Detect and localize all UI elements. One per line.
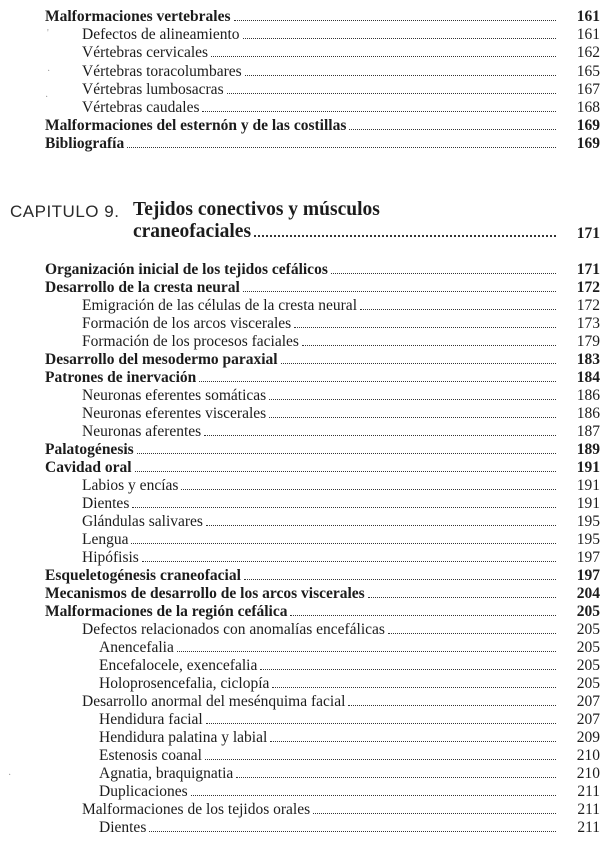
- scan-speck: ·: [47, 66, 51, 77]
- toc-entry-title: Lengua: [82, 531, 129, 548]
- toc-entry: [0, 8, 600, 26]
- toc-entry: [0, 369, 600, 387]
- toc-entry-page: 172: [576, 279, 600, 296]
- toc-entry: [0, 405, 600, 423]
- toc-entry-title: Duplicaciones: [99, 783, 188, 800]
- toc-entry-title: Dientes: [82, 495, 130, 512]
- chapter-title-line-2-row: [133, 221, 560, 245]
- dot-leader: [191, 795, 556, 796]
- toc-entry: [0, 387, 600, 405]
- toc-entry-page: 191: [576, 459, 600, 476]
- toc-entry-title: Emigración de las células de la cresta neural: [82, 297, 357, 314]
- toc-entry-title: Organización inicial de los tejidos cefálicos: [45, 261, 328, 278]
- toc-entry-title: Hendidura palatina y labial: [99, 729, 268, 746]
- scan-speck: ·: [45, 92, 49, 103]
- toc-entry-title: Defectos relacionados con anomalías encefálicas: [82, 621, 385, 638]
- toc-entry-page: 172: [576, 297, 600, 314]
- dot-leader: [199, 381, 556, 382]
- toc-entry-page: 162: [576, 44, 600, 62]
- toc-entry-title: Defectos de alineamiento: [82, 26, 240, 44]
- toc-entry-title: Neuronas eferentes viscerales: [82, 405, 267, 422]
- toc-entry-page: 165: [576, 62, 600, 80]
- dot-leader: [206, 525, 556, 526]
- dot-leader: [349, 129, 556, 130]
- toc-entry-title: Vértebras lumbosacras: [82, 80, 224, 98]
- toc-entry: [0, 765, 600, 783]
- toc-entry-page: 169: [576, 135, 600, 153]
- dot-leader: [270, 741, 556, 742]
- toc-entry: [0, 62, 600, 81]
- toc-entry-title: Bibliografía: [45, 135, 125, 153]
- toc-entry-page: 207: [576, 711, 600, 728]
- dot-leader: [243, 38, 556, 39]
- dot-leader: [135, 471, 556, 472]
- toc-entry-title: Palatogénesis: [45, 441, 134, 458]
- scan-speck: ': [47, 28, 49, 39]
- toc-entry-title: Vértebras toracolumbares: [82, 62, 242, 80]
- toc-entry-page: 168: [576, 99, 600, 116]
- dot-leader: [331, 273, 556, 274]
- toc-entry: [0, 297, 600, 315]
- toc-entry-page: 211: [577, 783, 600, 800]
- toc-entry: [0, 44, 600, 62]
- toc-entry-page: 195: [576, 531, 600, 548]
- toc-entry: [0, 117, 600, 135]
- toc-entry: [0, 135, 600, 153]
- dot-leader: [368, 597, 556, 598]
- dot-leader: [254, 235, 556, 237]
- dot-leader: [290, 615, 556, 616]
- toc-entry-title: Malformaciones de los tejidos orales: [82, 801, 311, 818]
- toc-entry-page: 184: [576, 369, 600, 386]
- toc-entry-page: 205: [576, 603, 600, 620]
- toc-entry-page: 183: [576, 351, 600, 368]
- toc-entry: [0, 531, 600, 549]
- toc-entry-page: 179: [576, 333, 600, 350]
- dot-leader: [245, 75, 556, 76]
- toc-entry-page: 197: [576, 567, 600, 584]
- dot-leader: [181, 489, 556, 490]
- toc-entry: [0, 549, 600, 567]
- toc-entry: [0, 261, 600, 279]
- toc-entry-page: 197: [576, 549, 600, 566]
- toc-entry-title: Hendidura facial: [99, 711, 203, 728]
- toc-entry-page: 204: [576, 585, 600, 602]
- toc-entry-title: Desarrollo de la cresta neural: [45, 279, 240, 296]
- toc-entry: [0, 279, 600, 297]
- toc-entry-title: Vértebras caudales: [82, 99, 200, 116]
- toc-entry-page: 167: [576, 80, 600, 98]
- chapter-number: CAPITULO 9.: [10, 202, 120, 221]
- toc-entry-page: 205: [576, 675, 600, 692]
- toc-entry-title: Hipófisis: [82, 549, 139, 566]
- toc-entry-page: 207: [576, 693, 600, 710]
- toc-entry-title: Glándulas salivares: [82, 513, 203, 530]
- toc-entry: [0, 26, 600, 44]
- dot-leader: [244, 579, 556, 580]
- toc-entry: [0, 333, 600, 351]
- dot-leader: [177, 651, 556, 652]
- toc-entry-title: Esqueletogénesis craneofacial: [45, 567, 241, 584]
- dot-leader: [202, 111, 556, 112]
- dot-leader: [236, 777, 556, 778]
- toc-entry: [0, 603, 600, 621]
- dot-leader: [206, 723, 556, 724]
- toc-entry-page: 173: [576, 315, 600, 332]
- toc-entry: [0, 477, 600, 495]
- toc-entry-page: 171: [576, 261, 600, 278]
- dot-leader: [243, 291, 556, 292]
- dot-leader: [137, 453, 556, 454]
- toc-entry-title: Malformaciones de la región cefálica: [45, 603, 288, 620]
- toc-entry: [0, 711, 600, 729]
- dot-leader: [272, 687, 556, 688]
- dot-leader: [360, 309, 556, 310]
- chapter-heading: [0, 199, 600, 243]
- toc-entry: [0, 783, 600, 801]
- dot-leader: [205, 759, 556, 760]
- chapter-title-line-2: craneofaciales: [133, 221, 252, 242]
- toc-entry-title: Malformaciones del esternón y de las costillas: [45, 117, 347, 135]
- toc-entry-title: Anencefalia: [99, 639, 174, 656]
- toc-entry-title: Cavidad oral: [45, 459, 132, 476]
- dot-leader: [302, 345, 556, 346]
- toc-entry-page: 169: [576, 117, 600, 135]
- dot-leader: [131, 543, 556, 544]
- dot-leader: [204, 435, 556, 436]
- toc-entry: [0, 567, 600, 585]
- toc-entry-page: 161: [576, 8, 600, 25]
- toc-entry-page: 205: [576, 621, 600, 638]
- toc-entry-page: 210: [576, 765, 600, 782]
- toc-entry: [0, 621, 600, 639]
- toc-entry: [0, 747, 600, 765]
- toc-entry-title: Neuronas aferentes: [82, 423, 202, 440]
- toc-entry: [0, 423, 600, 441]
- toc-entry: [0, 819, 600, 837]
- toc-entry-title: Holoprosencefalia, ciclopía: [99, 675, 270, 692]
- dot-leader: [281, 363, 556, 364]
- dot-leader: [132, 507, 556, 508]
- dot-leader: [142, 561, 556, 562]
- toc-entry: [0, 513, 600, 531]
- dot-leader: [269, 399, 556, 400]
- chapter-page-number: 171: [576, 225, 600, 242]
- toc-entry: [0, 99, 600, 117]
- dot-leader: [348, 705, 556, 706]
- toc-entry: [0, 351, 600, 369]
- toc-entry-title: Vértebras cervicales: [82, 44, 209, 62]
- toc-entry-page: 209: [576, 729, 600, 746]
- toc-entry-page: 195: [576, 513, 600, 530]
- toc-entry-page: 186: [576, 387, 600, 404]
- toc-entry-title: Estenosis coanal: [99, 747, 202, 764]
- toc-entry-title: Formación de los procesos faciales: [82, 333, 299, 350]
- dot-leader: [127, 147, 556, 148]
- toc-entry: [0, 675, 600, 693]
- toc-entry-title: Encefalocele, exencefalia: [99, 657, 258, 674]
- toc-entry: [0, 639, 600, 657]
- toc-entry-page: 186: [576, 405, 600, 422]
- toc-entry-title: Mecanismos de desarrollo de los arcos viscerales: [45, 585, 365, 602]
- dot-leader: [269, 417, 556, 418]
- scan-speck: ·: [8, 770, 12, 781]
- toc-entry-page: 205: [576, 639, 600, 656]
- toc-entry-page: 205: [576, 657, 600, 674]
- dot-leader: [260, 669, 556, 670]
- toc-entry-title: Agnatia, braquignatia: [99, 765, 234, 782]
- toc-entry: [0, 729, 600, 747]
- toc-entry-title: Dientes: [99, 819, 147, 836]
- dot-leader: [149, 831, 556, 832]
- toc-entry: [0, 657, 600, 675]
- toc-entry: [0, 459, 600, 477]
- toc-entry-title: Malformaciones vertebrales: [45, 8, 231, 25]
- toc-entry: [0, 80, 600, 99]
- toc-entry: [0, 693, 600, 711]
- toc-entry-page: 191: [576, 477, 600, 494]
- dot-leader: [313, 813, 556, 814]
- toc-entry-page: 161: [576, 26, 600, 44]
- toc-entry-title: Desarrollo del mesodermo paraxial: [45, 351, 278, 368]
- dot-leader: [294, 327, 556, 328]
- dot-leader: [234, 20, 556, 21]
- toc-entry-page: 191: [576, 495, 600, 512]
- toc-entry-title: Patrones de inervación: [45, 369, 197, 386]
- chapter-title-line-1: Tejidos conectivos y músculos: [133, 199, 380, 220]
- dot-leader: [227, 93, 556, 94]
- toc-entry-title: Neuronas eferentes somáticas: [82, 387, 267, 404]
- toc-entry-page: 211: [577, 801, 600, 818]
- toc-entry-page: 211: [577, 819, 600, 836]
- toc-entry: [0, 495, 600, 513]
- toc-entry-title: Desarrollo anormal del mesénquima facial: [82, 693, 346, 710]
- dot-leader: [388, 633, 556, 634]
- toc-entry-page: 187: [576, 423, 600, 440]
- toc-entry: [0, 315, 600, 333]
- toc-entry: [0, 585, 600, 603]
- toc-entry-title: Labios y encías: [82, 477, 179, 494]
- dot-leader: [211, 56, 556, 57]
- toc-entry: [0, 801, 600, 819]
- toc-entry: [0, 441, 600, 459]
- toc-entry-page: 210: [576, 747, 600, 764]
- toc-entry-title: Formación de los arcos viscerales: [82, 315, 292, 332]
- toc-entry-page: 189: [576, 441, 600, 458]
